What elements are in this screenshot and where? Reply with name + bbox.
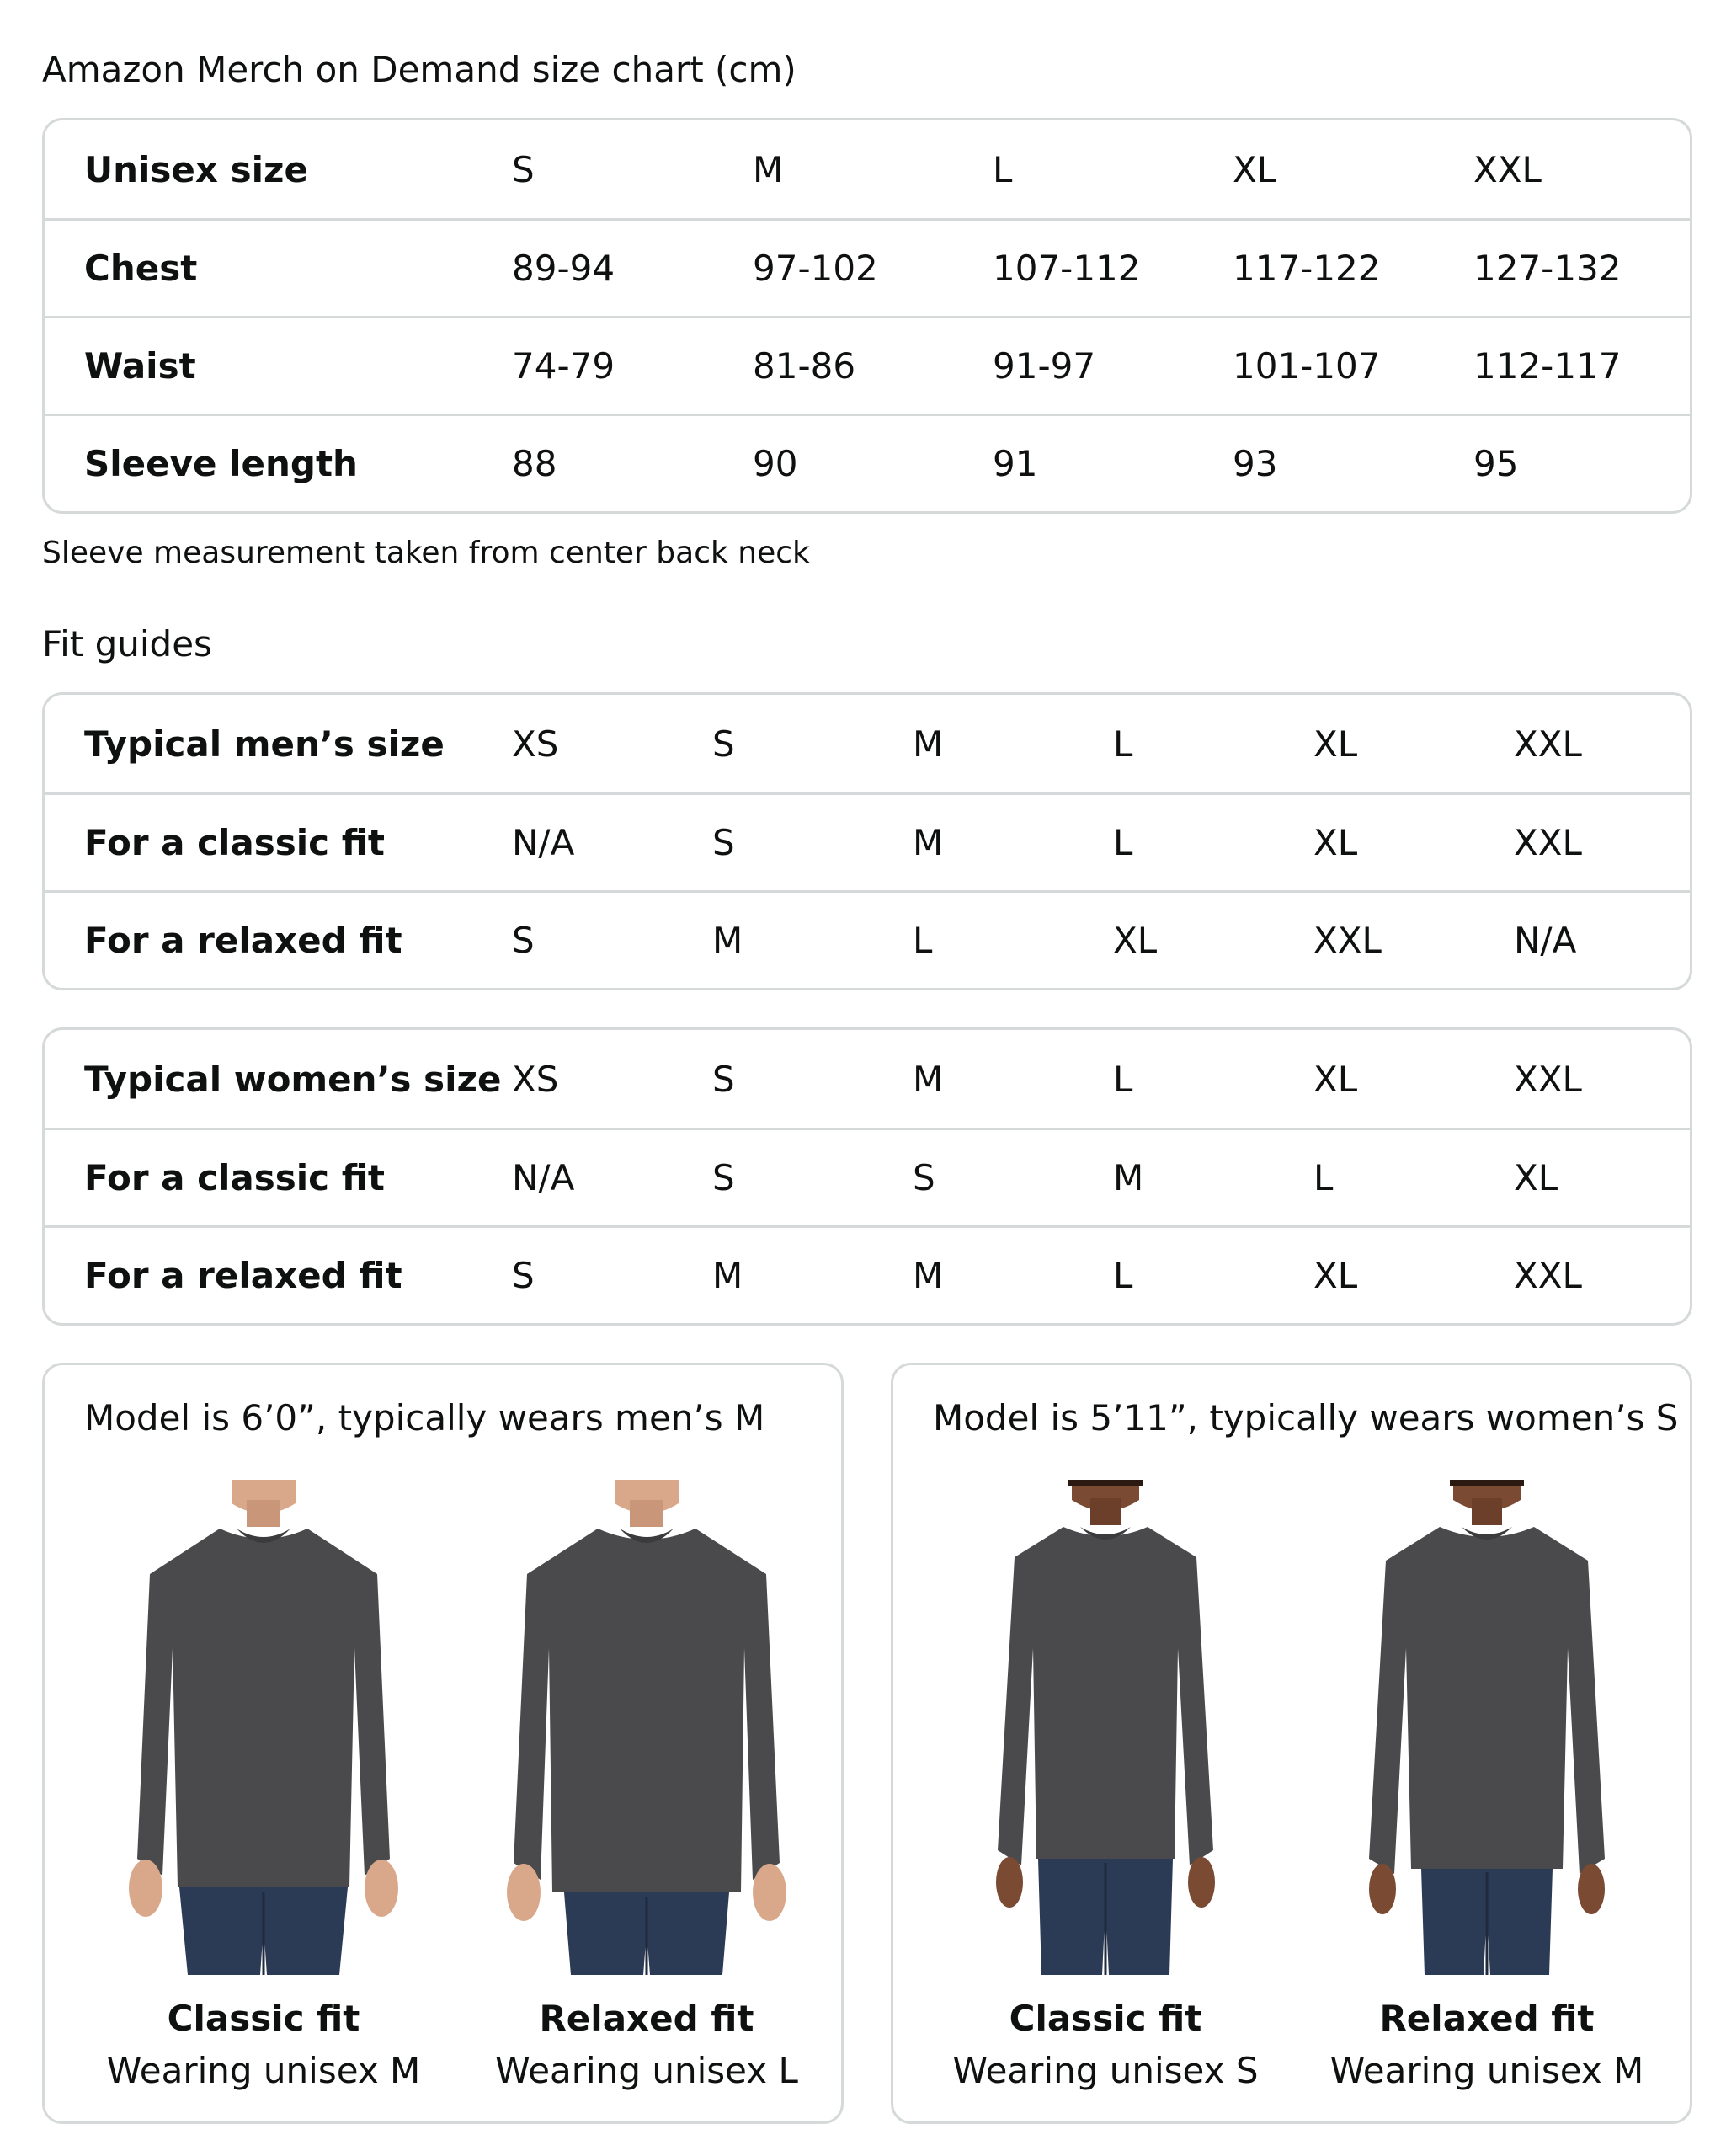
table-cell: M bbox=[913, 822, 944, 863]
table-cell: 112-117 bbox=[1473, 345, 1622, 387]
table-cell: L bbox=[913, 920, 933, 961]
womens-classic-fit-caption bbox=[920, 1993, 1291, 2097]
table-cell: 74-79 bbox=[512, 345, 615, 387]
fit-wearing: Wearing unisex S bbox=[952, 2050, 1259, 2091]
table-cell: XL bbox=[1313, 1058, 1358, 1100]
table-row bbox=[45, 316, 1690, 414]
table-row bbox=[45, 414, 1690, 511]
table-cell: S bbox=[512, 148, 535, 190]
womens-relaxed-fit-photo bbox=[1310, 1480, 1664, 1975]
table-row bbox=[45, 120, 1690, 218]
table-cell: XXL bbox=[1514, 822, 1582, 863]
table-cell: M bbox=[913, 1255, 944, 1296]
table-row bbox=[45, 695, 1690, 792]
table-cell: M bbox=[753, 148, 784, 190]
mens-fit-table bbox=[42, 692, 1692, 990]
table-cell: M bbox=[913, 1058, 944, 1100]
table-cell: 93 bbox=[1233, 443, 1278, 484]
table-cell: XL bbox=[1514, 1157, 1558, 1198]
row-label: Typical women’s size bbox=[84, 1058, 502, 1100]
table-cell: XL bbox=[1313, 723, 1358, 765]
table-cell: N/A bbox=[512, 822, 575, 863]
table-cell: M bbox=[712, 920, 743, 961]
table-cell: L bbox=[993, 148, 1013, 190]
fit-name: Classic fit bbox=[1009, 1998, 1202, 2039]
table-cell: XL bbox=[1113, 920, 1158, 961]
table-cell: XXL bbox=[1514, 1255, 1582, 1296]
table-cell: 97-102 bbox=[753, 248, 878, 289]
table-cell: N/A bbox=[1514, 920, 1577, 961]
table-row bbox=[45, 1128, 1690, 1225]
table-cell: XL bbox=[1313, 822, 1358, 863]
row-label: Chest bbox=[84, 248, 198, 289]
table-cell: M bbox=[712, 1255, 743, 1296]
table-cell: S bbox=[712, 1058, 735, 1100]
table-row bbox=[45, 792, 1690, 890]
table-cell: 107-112 bbox=[993, 248, 1141, 289]
table-cell: L bbox=[1113, 1255, 1133, 1296]
row-label: For a classic fit bbox=[84, 1157, 385, 1198]
mens-classic-fit-caption bbox=[78, 1993, 449, 2097]
table-cell: 90 bbox=[753, 443, 798, 484]
row-label: Typical men’s size bbox=[84, 723, 445, 765]
table-cell: XXL bbox=[1514, 723, 1582, 765]
table-row bbox=[45, 890, 1690, 988]
table-cell: 117-122 bbox=[1233, 248, 1381, 289]
table-cell: S bbox=[512, 920, 535, 961]
womens-classic-fit-photo bbox=[929, 1480, 1282, 1975]
table-cell: 91 bbox=[993, 443, 1038, 484]
mens-relaxed-fit-photo bbox=[470, 1480, 823, 1975]
table-cell: XL bbox=[1313, 1255, 1358, 1296]
row-label: For a relaxed fit bbox=[84, 1255, 402, 1296]
size-chart-title: Amazon Merch on Demand size chart (cm) bbox=[42, 49, 796, 90]
table-cell: XL bbox=[1233, 148, 1277, 190]
fit-name: Relaxed fit bbox=[539, 1998, 754, 2039]
table-cell: XXL bbox=[1514, 1058, 1582, 1100]
mens-model-card bbox=[42, 1363, 844, 2124]
mens-model-title: Model is 6’0”, typically wears men’s M bbox=[84, 1397, 765, 1438]
size-chart-table bbox=[42, 118, 1692, 514]
sleeve-note: Sleeve measurement taken from center back neck bbox=[42, 536, 810, 570]
womens-model-title: Model is 5’11”, typically wears women’s S bbox=[933, 1397, 1679, 1438]
table-cell: XXL bbox=[1313, 920, 1382, 961]
table-cell: S bbox=[712, 1157, 735, 1198]
table-cell: S bbox=[512, 1255, 535, 1296]
table-cell: L bbox=[1113, 723, 1133, 765]
mens-relaxed-fit-caption bbox=[461, 1993, 832, 2097]
table-cell: S bbox=[712, 723, 735, 765]
table-cell: XXL bbox=[1473, 148, 1542, 190]
table-cell: XS bbox=[512, 1058, 559, 1100]
table-cell: L bbox=[1113, 822, 1133, 863]
fit-wearing: Wearing unisex M bbox=[106, 2050, 421, 2091]
table-cell: 88 bbox=[512, 443, 557, 484]
table-cell: L bbox=[1113, 1058, 1133, 1100]
table-cell: N/A bbox=[512, 1157, 575, 1198]
row-label: Waist bbox=[84, 345, 196, 387]
table-cell: 81-86 bbox=[753, 345, 856, 387]
table-cell: M bbox=[1113, 1157, 1144, 1198]
table-cell: 95 bbox=[1473, 443, 1519, 484]
table-row bbox=[45, 218, 1690, 316]
fit-wearing: Wearing unisex M bbox=[1329, 2050, 1644, 2091]
table-row bbox=[45, 1030, 1690, 1128]
mens-classic-fit-photo bbox=[87, 1480, 440, 1975]
womens-fit-table bbox=[42, 1027, 1692, 1326]
row-label: Unisex size bbox=[84, 148, 308, 190]
fit-name: Classic fit bbox=[167, 1998, 360, 2039]
table-cell: 101-107 bbox=[1233, 345, 1381, 387]
fit-name: Relaxed fit bbox=[1379, 1998, 1595, 2039]
table-cell: S bbox=[913, 1157, 935, 1198]
womens-relaxed-fit-caption bbox=[1302, 1993, 1672, 2097]
table-cell: M bbox=[913, 723, 944, 765]
table-cell: 89-94 bbox=[512, 248, 615, 289]
table-cell: L bbox=[1313, 1157, 1334, 1198]
table-cell: S bbox=[712, 822, 735, 863]
fit-wearing: Wearing unisex L bbox=[495, 2050, 798, 2091]
womens-model-card bbox=[891, 1363, 1692, 2124]
row-label: For a relaxed fit bbox=[84, 920, 402, 961]
fit-guides-title: Fit guides bbox=[42, 623, 212, 664]
row-label: For a classic fit bbox=[84, 822, 385, 863]
table-cell: 91-97 bbox=[993, 345, 1096, 387]
table-row bbox=[45, 1225, 1690, 1323]
table-cell: 127-132 bbox=[1473, 248, 1622, 289]
row-label: Sleeve length bbox=[84, 443, 358, 484]
table-cell: XS bbox=[512, 723, 559, 765]
